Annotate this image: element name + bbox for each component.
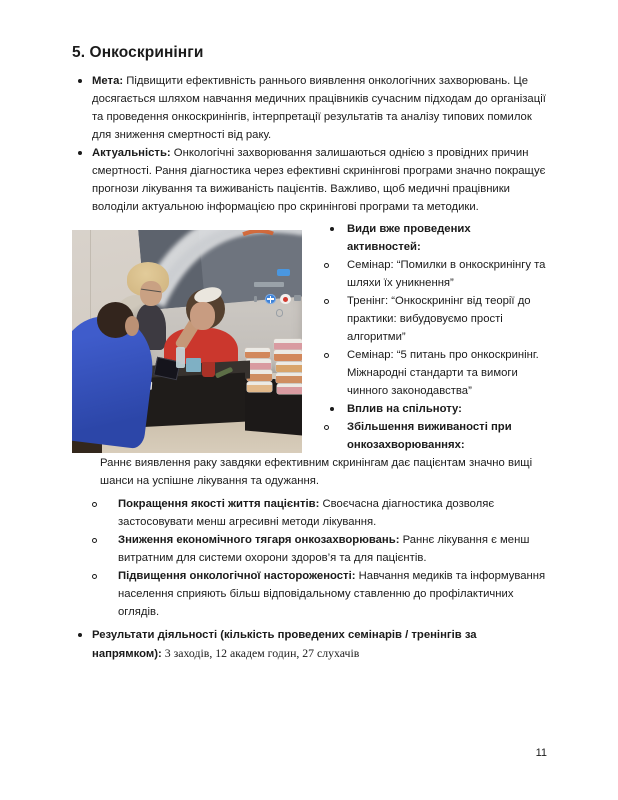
bullet-circle-icon (92, 531, 118, 567)
item-lead: Покращення якості життя пацієнтів: (118, 498, 320, 510)
page-number: 11 (535, 747, 547, 759)
screen-plus-icon (265, 294, 276, 305)
activities-list (323, 220, 546, 454)
item-body: Навчання медиків та інформування населення сприяють більш відповідальному ставленню до профілактичних оглядів. (118, 570, 546, 618)
list-item (323, 220, 546, 256)
person-blue-face (125, 316, 139, 336)
bullet-disc-icon (72, 72, 92, 144)
paragraph-early-detection: Раннє виявлення раку завдяки ефективним скринінгам дає пацієнтам значно вищі шанси на успішне лікування та одужання. (100, 457, 533, 487)
list-item-text: Тренінг: “Онкоскринінг від теорії до практики: вибудовуємо прості алгоритми” (347, 295, 531, 343)
item-lead: Підвищення онкологічної настороженості: (118, 570, 356, 582)
water-bottle (176, 347, 186, 368)
list-item-text: Види вже проведених активностей: (347, 223, 471, 253)
list-item-text: Семінар: “Помилки в онкоскринінгу та шляхи їх уникнення” (347, 259, 546, 289)
wall-corner (90, 230, 91, 324)
bullet-item-relevance (72, 144, 546, 216)
results-value: 3 заходів, 12 академ годин, 27 слухачів (161, 646, 360, 660)
bullet-circle-icon (323, 346, 347, 400)
food-container (247, 382, 272, 392)
item-body: Раннє лікування є менш витратним для системи охорони здоров’я та для пацієнтів. (118, 534, 530, 564)
list-item-text (118, 531, 546, 567)
bullet-circle-icon (92, 495, 118, 531)
list-item-text (118, 567, 546, 621)
screen-ring-icon (276, 309, 284, 316)
person-blonde-face (140, 281, 162, 306)
list-item (323, 292, 546, 346)
food-container (245, 348, 270, 358)
training-session-photo (72, 230, 302, 453)
section-title: 5. Онкоскринінги (72, 44, 204, 61)
screen-menu-icon (294, 295, 301, 301)
bullet-disc-icon (72, 626, 92, 663)
food-container (247, 370, 272, 380)
list-item (323, 346, 546, 400)
results-item (72, 626, 546, 663)
food-container (274, 339, 302, 349)
bullet-lead: Мета: (92, 75, 124, 87)
photo-and-list-section (72, 220, 546, 454)
item-lead: Зниження економічного тягаря онкозахворювань: (118, 534, 400, 546)
list-item-text (118, 495, 546, 531)
list-item-text: Вплив на спільноту: (347, 403, 462, 415)
bullet-circle-icon (323, 418, 347, 454)
bullet-circle-icon (323, 292, 347, 346)
blue-box (186, 358, 201, 371)
results-text (92, 626, 546, 663)
bullet-body: Онкологічні захворювання залишаються однією з провідних причин смертності. Рання діагностика через ефективні скринінгові програми значно покращує прогнози лікування та виживаність пацієнтів. Важливо, щоб медичні працівники володіли актуальною інформацією про скринінгові програми та методики. (92, 147, 546, 213)
person-red-face (190, 302, 214, 330)
list-item (323, 418, 546, 454)
list-item (323, 256, 546, 292)
list-item-text: Семінар: “5 питань про онкоскринінг. Міжнародні стандарти та вимоги чинного законодавства” (347, 349, 539, 397)
bullet-text (92, 144, 546, 216)
bullet-disc-icon (323, 220, 347, 256)
food-container (276, 373, 302, 383)
bullet-item-meta (72, 72, 546, 144)
bullet-text (92, 72, 546, 144)
benefits-list (72, 495, 546, 621)
screen-person-icon (254, 296, 258, 302)
bullet-disc-icon (72, 144, 92, 216)
food-container (276, 362, 302, 372)
screen-label (254, 282, 284, 286)
food-container (277, 384, 302, 394)
results-lead: Результати діяльності (кількість проведених семінарів / тренінгів за напрямком): (92, 629, 477, 660)
item-body: Своєчасна діагностика дозволяє застосовувати менш агресивні методи лікування. (118, 498, 495, 528)
bullet-circle-icon (323, 256, 347, 292)
list-item (92, 531, 546, 567)
list-item-text: Збільшення виживаності при онкозахворюваннях: (347, 421, 512, 451)
list-item (323, 400, 546, 418)
red-cup (202, 362, 215, 377)
food-container (274, 350, 302, 360)
bullet-disc-icon (323, 400, 347, 418)
document-content (72, 44, 546, 663)
list-item (92, 567, 546, 621)
bullet-lead: Актуальність: (92, 147, 171, 159)
bullet-circle-icon (92, 567, 118, 621)
bullet-body: Підвищити ефективність раннього виявлення онкологічних захворювань. Це досягається шляхом навчання медичних працівників сучасним підходам до організації та проведення онкоскринінгів, інтерпретації результатів та аналізу типових помилок для зниження смертності від раку. (92, 75, 546, 141)
screen-record-icon (280, 294, 291, 305)
list-item (92, 495, 546, 531)
screen-doppler-badge (277, 269, 291, 276)
